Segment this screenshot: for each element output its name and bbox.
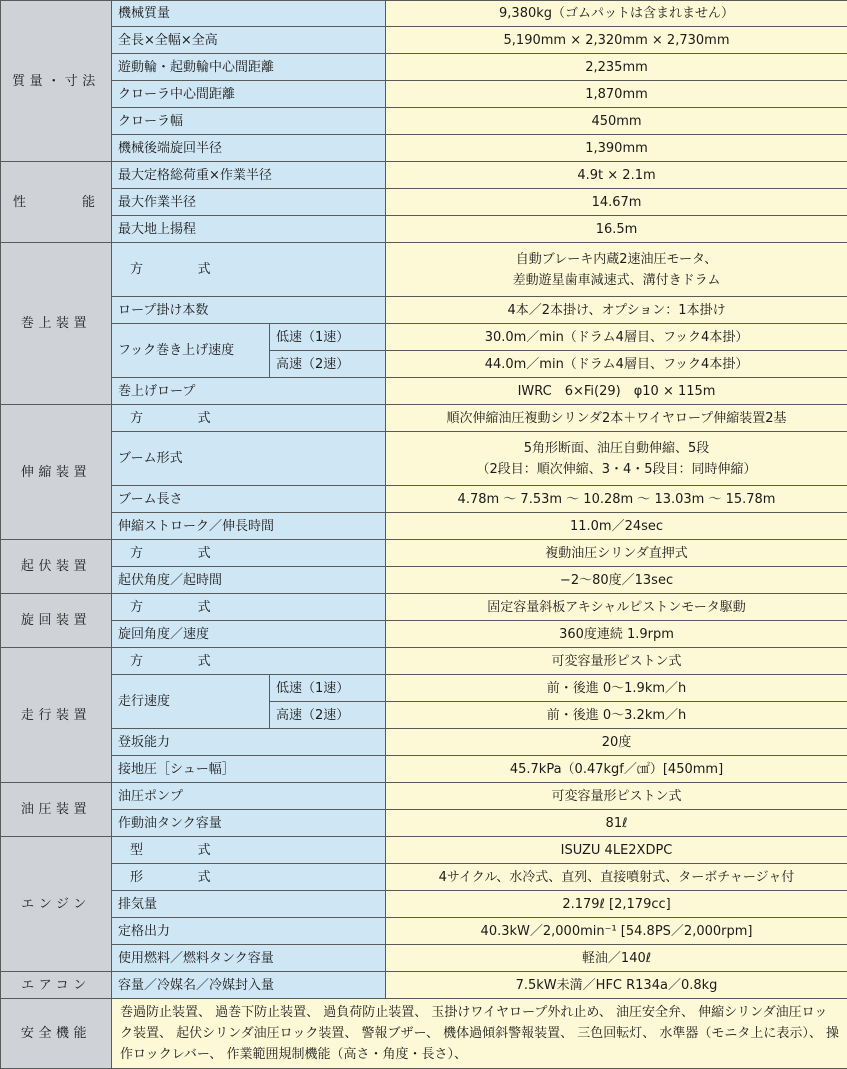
row-value: 16.5m xyxy=(386,216,847,243)
table-row xyxy=(1,729,847,756)
row-label: ブーム形式 xyxy=(112,432,386,486)
section-performance: 性 能 xyxy=(1,162,112,243)
row-value: 4.78m 〜 7.53m 〜 10.28m 〜 13.03m 〜 15.78m xyxy=(386,486,847,513)
row-value: ISUZU 4LE2XDPC xyxy=(386,837,847,864)
row-value: 固定容量斜板アキシャルピストンモータ駆動 xyxy=(386,594,847,621)
row-value: 2.179ℓ [2,179cc] xyxy=(386,891,847,918)
table-row xyxy=(1,108,847,135)
row-value: 可変容量形ピストン式 xyxy=(386,648,847,675)
table-row xyxy=(1,621,847,648)
row-label: 容量／冷媒名／冷媒封入量 xyxy=(112,972,386,999)
table-row xyxy=(1,864,847,891)
row-value: 前・後進 0〜1.9km／h xyxy=(386,675,847,702)
table-row xyxy=(1,945,847,972)
row-label: 全長×全幅×全高 xyxy=(112,27,386,54)
row-label: 遊動輪・起動輪中心間距離 xyxy=(112,54,386,81)
safety-items: 巻過防止装置、 過巻下防止装置、 過負荷防止装置、 玉掛けワイヤロープ外れ止め、 油圧安全弁、 伸縮シリンダ油圧ロック装置、 起伏シリンダ油圧ロック装置、 警報ブザー、 機体過傾斜警報装置、 三色回転灯、 水準器（モニタ上に表示）、 操作ロックレバー、 作業範囲規制機能（高さ・角度・長さ）、 xyxy=(112,999,847,1069)
row-label: 巻上げロープ xyxy=(112,378,386,405)
row-value: 45.7kPa（0.47kgf／㎠）[450mm] xyxy=(386,756,847,783)
sub-label-high: 高速（2速） xyxy=(270,702,386,729)
row-label: ブーム長さ xyxy=(112,486,386,513)
table-row xyxy=(1,324,847,351)
row-value: 複動油圧シリンダ直押式 xyxy=(386,540,847,567)
row-value xyxy=(386,432,847,486)
row-label: 排気量 xyxy=(112,891,386,918)
table-row xyxy=(1,216,847,243)
table-row xyxy=(1,999,847,1069)
row-label: 登坂能力 xyxy=(112,729,386,756)
row-label: フック巻き上げ速度 xyxy=(112,324,270,378)
table-row xyxy=(1,567,847,594)
table-row xyxy=(1,675,847,702)
section-hoist: 巻上装置 xyxy=(1,243,112,405)
table-row xyxy=(1,297,847,324)
row-label: クローラ中心間距離 xyxy=(112,81,386,108)
row-value: 4サイクル、水冷式、直列、直接噴射式、ターボチャージャ付 xyxy=(386,864,847,891)
row-value: 5,190mm × 2,320mm × 2,730mm xyxy=(386,27,847,54)
row-value: 1,390mm xyxy=(386,135,847,162)
section-travel: 走行装置 xyxy=(1,648,112,783)
row-label: 型 式 xyxy=(112,837,386,864)
table-row xyxy=(1,405,847,432)
row-value: 14.67m xyxy=(386,189,847,216)
value-line: 自動ブレーキ内蔵2速油圧モータ、 xyxy=(515,251,718,267)
table-row xyxy=(1,972,847,999)
table-row xyxy=(1,1,847,27)
section-derrick: 起伏装置 xyxy=(1,540,112,594)
table-row xyxy=(1,540,847,567)
table-row xyxy=(1,810,847,837)
row-value: −2〜80度／13sec xyxy=(386,567,847,594)
row-label: 伸縮ストローク／伸長時間 xyxy=(112,513,386,540)
section-mass: 質量・寸法 xyxy=(1,1,112,162)
row-value: 40.3kW／2,000min⁻¹ [54.8PS／2,000rpm] xyxy=(386,918,847,945)
row-value: 順次伸縮油圧複動シリンダ2本＋ワイヤロープ伸縮装置2基 xyxy=(386,405,847,432)
table-row xyxy=(1,891,847,918)
row-label: ロープ掛け本数 xyxy=(112,297,386,324)
row-label: 最大定格総荷重×作業半径 xyxy=(112,162,386,189)
row-label: クローラ幅 xyxy=(112,108,386,135)
row-label: 作動油タンク容量 xyxy=(112,810,386,837)
table-row xyxy=(1,162,847,189)
row-label: 方 式 xyxy=(112,594,386,621)
sub-label-high: 高速（2速） xyxy=(270,351,386,378)
row-value: 軽油／140ℓ xyxy=(386,945,847,972)
table-row xyxy=(1,378,847,405)
row-value: 7.5kW未満／HFC R134a／0.8kg xyxy=(386,972,847,999)
table-row xyxy=(1,486,847,513)
row-value: 20度 xyxy=(386,729,847,756)
row-label: 方 式 xyxy=(112,540,386,567)
row-label: 方 式 xyxy=(112,405,386,432)
row-label: 方 式 xyxy=(112,648,386,675)
row-label: 機械後端旋回半径 xyxy=(112,135,386,162)
table-row xyxy=(1,513,847,540)
table-row xyxy=(1,189,847,216)
row-label: 接地圧［シュー幅］ xyxy=(112,756,386,783)
row-value: 1,870mm xyxy=(386,81,847,108)
row-value xyxy=(386,243,847,297)
row-value: 30.0m／min（ドラム4層目、フック4本掛） xyxy=(386,324,847,351)
sub-label-low: 低速（1速） xyxy=(270,675,386,702)
section-aircon: エアコン xyxy=(1,972,112,999)
row-label: 方 式 xyxy=(112,243,386,297)
row-label: 定格出力 xyxy=(112,918,386,945)
row-label: 機械質量 xyxy=(112,1,386,27)
row-label: 走行速度 xyxy=(112,675,270,729)
row-value: 4.9t × 2.1m xyxy=(386,162,847,189)
table-row xyxy=(1,432,847,486)
row-value: 可変容量形ピストン式 xyxy=(386,783,847,810)
row-label: 使用燃料／燃料タンク容量 xyxy=(112,945,386,972)
table-row xyxy=(1,756,847,783)
row-label: 最大地上揚程 xyxy=(112,216,386,243)
section-hydraulic: 油圧装置 xyxy=(1,783,112,837)
row-value: 81ℓ xyxy=(386,810,847,837)
table-row xyxy=(1,27,847,54)
row-value: 450mm xyxy=(386,108,847,135)
table-row xyxy=(1,243,847,297)
table-row xyxy=(1,648,847,675)
section-engine: エンジン xyxy=(1,837,112,972)
table-row xyxy=(1,54,847,81)
row-label: 起伏角度／起時間 xyxy=(112,567,386,594)
table-row xyxy=(1,783,847,810)
row-label: 最大作業半径 xyxy=(112,189,386,216)
table-row xyxy=(1,837,847,864)
row-value: 360度連続 1.9rpm xyxy=(386,621,847,648)
row-value: 44.0m／min（ドラム4層目、フック4本掛） xyxy=(386,351,847,378)
table-row xyxy=(1,918,847,945)
table-row xyxy=(1,81,847,108)
sub-label-low: 低速（1速） xyxy=(270,324,386,351)
value-line: （2段目：順次伸縮、3・4・5段目：同時伸縮） xyxy=(476,461,757,477)
row-value: 4本／2本掛け、オプション：1本掛け xyxy=(386,297,847,324)
row-value: IWRC 6×Fi(29) φ10 × 115m xyxy=(386,378,847,405)
row-label: 旋回角度／速度 xyxy=(112,621,386,648)
section-slewing: 旋回装置 xyxy=(1,594,112,648)
table-row xyxy=(1,594,847,621)
row-value: 11.0m／24sec xyxy=(386,513,847,540)
section-safety: 安全機能 xyxy=(1,999,112,1069)
row-label: 形 式 xyxy=(112,864,386,891)
section-telescope: 伸縮装置 xyxy=(1,405,112,540)
row-label: 油圧ポンプ xyxy=(112,783,386,810)
value-line: 差動遊星歯車減速式、溝付きドラム xyxy=(512,272,721,288)
row-value: 2,235mm xyxy=(386,54,847,81)
row-value: 前・後進 0〜3.2km／h xyxy=(386,702,847,729)
table-row xyxy=(1,135,847,162)
value-line: 5角形断面、油圧自動伸縮、5段 xyxy=(523,440,710,456)
row-value: 9,380kg（ゴムパットは含まれません） xyxy=(386,1,847,27)
